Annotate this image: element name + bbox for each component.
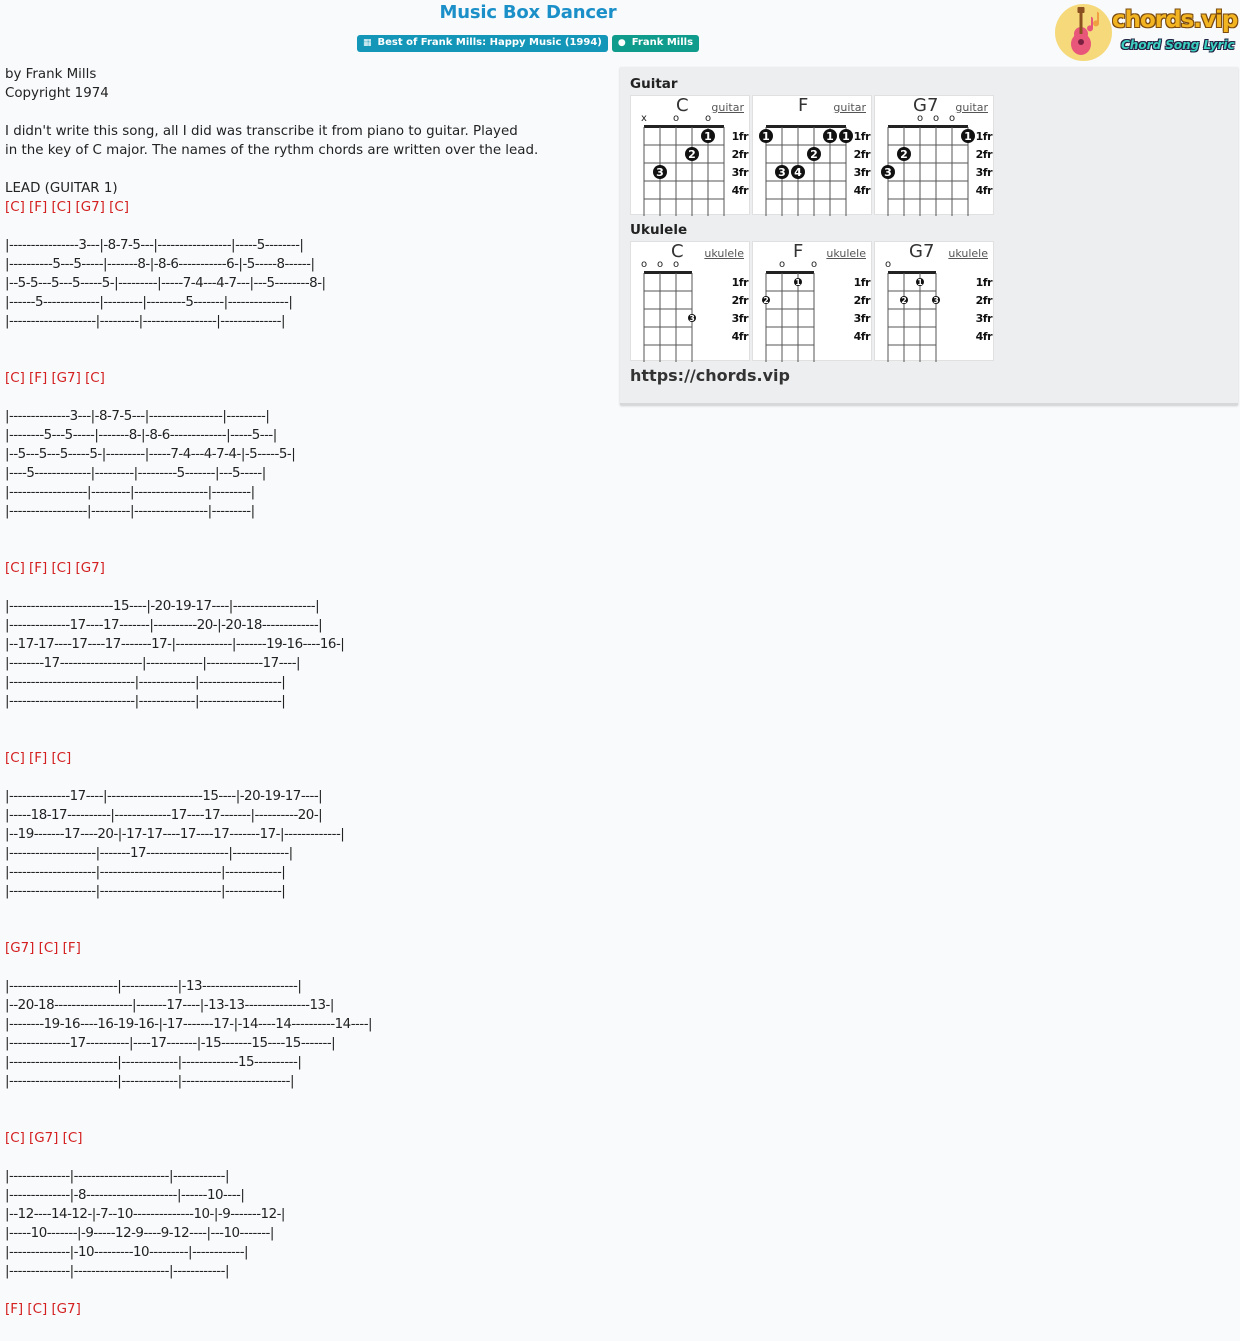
song-title: Music Box Dancer	[439, 2, 617, 23]
fret-label: 3fr	[853, 312, 870, 325]
badge-row	[0, 35, 1056, 52]
text-line	[5, 920, 615, 939]
tab-line: |--------------17----|----------------------15----|-20-19-17----|	[5, 789, 323, 804]
chord-instrument-link[interactable]: ukulele	[948, 247, 988, 260]
text-line	[5, 331, 615, 350]
finger-number: 3	[933, 296, 939, 305]
tab-line: |------------------------15----|-20-19-17----|-------------------|	[5, 599, 320, 614]
chord-name: C	[671, 241, 684, 262]
chord-diagram	[631, 96, 751, 216]
tab-line: |--12----14-12-|-7--10--------------10-|-9-------12-|	[5, 1207, 285, 1222]
fret-label: 1fr	[975, 276, 992, 289]
book-icon: ▦	[362, 38, 372, 48]
guitar-chord-card[interactable]	[752, 95, 872, 215]
artist-badge-label: Frank Mills	[631, 37, 694, 48]
text-line	[5, 1110, 615, 1129]
chord-diagram	[753, 242, 873, 362]
logo-text: chords.vip	[1112, 7, 1238, 33]
fret-label: 1fr	[853, 276, 870, 289]
ukulele-chord-card[interactable]	[752, 241, 872, 361]
open-string-marker: o	[672, 259, 680, 270]
chord-instrument-link[interactable]: ukulele	[826, 247, 866, 260]
chord-name: F	[793, 241, 804, 262]
chord-name: G7	[909, 241, 935, 262]
tab-line: |--17-17----17----17-------17-|-------------|-------19-16----16-|	[5, 637, 345, 652]
text-line	[5, 217, 615, 236]
chord-line[interactable]: [C] [F] [C] [G7] [C]	[5, 200, 129, 215]
artist-badge[interactable]	[612, 35, 699, 52]
tab-line: |--------------|-8---------------------|------10----|	[5, 1188, 245, 1203]
finger-number: 1	[704, 130, 712, 143]
chord-instrument-link[interactable]: ukulele	[704, 247, 744, 260]
tab-line: |--------------|-10---------10---------|------------|	[5, 1245, 249, 1260]
text-line	[5, 958, 615, 977]
text-line	[5, 1148, 615, 1167]
tab-line: |-----------------------------|-------------|-------------------|	[5, 694, 286, 709]
tab-line: |-----------------------------|-------------|-------------------|	[5, 675, 286, 690]
finger-number: 1	[795, 278, 801, 287]
chord-line[interactable]: [C] [F] [G7] [C]	[5, 371, 105, 386]
text-line: Copyright 1974	[5, 86, 109, 101]
fret-label: 3fr	[975, 312, 992, 325]
fret-label: 2fr	[975, 148, 992, 161]
finger-number: 2	[810, 148, 818, 161]
fret-label: 2fr	[731, 294, 748, 307]
finger-number: 2	[688, 148, 696, 161]
tab-line: |--------------------|---------|-----------------|--------------|	[5, 314, 285, 329]
guitar-section-label: Guitar	[630, 76, 678, 92]
tab-line: |--------19-16----16-19-16-|-17-------17-|-14----14----------14----|	[5, 1017, 373, 1032]
muted-string-marker: x	[641, 113, 647, 124]
tab-line: |--------5---5-----|-------8-|-8-6-------------|-----5---|	[5, 428, 277, 443]
finger-number: 3	[778, 166, 786, 179]
tab-line: |----------------3---|-8-7-5---|-----------------|-----5--------|	[5, 238, 304, 253]
nut	[888, 271, 936, 274]
fret-label: 3fr	[731, 312, 748, 325]
text-line	[5, 901, 615, 920]
text-line	[5, 730, 615, 749]
text-line	[5, 1091, 615, 1110]
text-line	[5, 1281, 615, 1300]
open-string-marker: o	[916, 113, 924, 124]
tab-line: |------------------|---------|-----------------|---------|	[5, 485, 255, 500]
fret-label: 4fr	[731, 330, 748, 343]
finger-number: 1	[917, 278, 923, 287]
tab-line: |--------------------|----------------------------|-------------|	[5, 884, 286, 899]
chord-name: C	[676, 95, 689, 116]
text-line: by Frank Mills	[5, 67, 97, 82]
guitar-chord-card[interactable]	[874, 95, 994, 215]
text-line: in the key of C major. The names of the rythm chords are written over the lead.	[5, 143, 539, 158]
chord-instrument-link[interactable]: guitar	[711, 101, 744, 114]
text-line	[5, 578, 615, 597]
chord-instrument-link[interactable]: guitar	[833, 101, 866, 114]
tab-line: |--------------------|-------17-------------------|-------------|	[5, 846, 293, 861]
open-string-marker: o	[656, 259, 664, 270]
nut	[644, 271, 692, 274]
open-string-marker: o	[948, 113, 956, 124]
tab-line: |--------------3---|-8-7-5---|-----------------|---------|	[5, 409, 270, 424]
open-string-marker: o	[884, 259, 892, 270]
album-badge-label: Best of Frank Mills: Happy Music (1994)	[377, 37, 602, 48]
chord-line[interactable]: [C] [G7] [C]	[5, 1131, 83, 1146]
fret-label: 2fr	[853, 294, 870, 307]
nut	[766, 125, 846, 128]
tab-line: |----------5---5-----|-------8-|-8-6-----------6-|-5-----8------|	[5, 257, 315, 272]
fret-label: 1fr	[731, 276, 748, 289]
tab-line: |-------------------------|-------------|-13----------------------|	[5, 979, 302, 994]
chord-line[interactable]: [F] [C] [G7]	[5, 1302, 81, 1317]
open-string-marker: o	[704, 113, 712, 124]
ukulele-section-label: Ukulele	[630, 222, 688, 238]
fret-label: 2fr	[731, 148, 748, 161]
text-line	[5, 388, 615, 407]
finger-number: 1	[826, 130, 834, 143]
chord-name: G7	[913, 95, 939, 116]
finger-number: 4	[794, 166, 802, 179]
finger-number: 3	[689, 314, 695, 323]
open-string-marker: o	[810, 259, 818, 270]
finger-number: 1	[964, 130, 972, 143]
tab-line: |--------------17----17-------|----------20-|-20-18-------------|	[5, 618, 323, 633]
guitar-icon	[1055, 4, 1112, 61]
chord-panel	[620, 67, 1238, 405]
chord-line[interactable]: [C] [F] [C]	[5, 751, 72, 766]
fret-label: 4fr	[853, 330, 870, 343]
tab-line: |--------------------|----------------------------|-------------|	[5, 865, 286, 880]
text-line	[5, 711, 615, 730]
chord-diagram	[631, 242, 751, 362]
tab-line: |--5-5---5---5-----5-|---------|-----7-4---4-7---|---5--------8-|	[5, 276, 326, 291]
text-line	[5, 160, 615, 179]
fret-label: 4fr	[853, 184, 870, 197]
ukulele-chord-card[interactable]	[874, 241, 994, 361]
site-logo[interactable]	[1054, 3, 1240, 63]
user-icon: ●	[617, 38, 626, 48]
finger-number: 2	[900, 148, 908, 161]
nut	[766, 271, 814, 274]
text-line	[5, 768, 615, 787]
tab-line: |--------------|----------------------|------------|	[5, 1264, 229, 1279]
logo-emblem	[1055, 4, 1112, 61]
guitar-chord-card[interactable]	[630, 95, 750, 215]
fret-label: 4fr	[975, 330, 992, 343]
open-string-marker: o	[640, 259, 648, 270]
finger-number: 3	[656, 166, 664, 179]
chord-name: F	[798, 95, 809, 116]
fret-label: 3fr	[731, 166, 748, 179]
song-content	[5, 65, 615, 1319]
nut	[644, 125, 724, 128]
tab-line: |-----10-------|-9-----12-9----9-12----|---10-------|	[5, 1226, 274, 1241]
album-badge[interactable]	[357, 35, 608, 52]
fret-label: 4fr	[731, 184, 748, 197]
tab-line: |--------------|----------------------|------------|	[5, 1169, 229, 1184]
fret-label: 1fr	[731, 130, 748, 143]
logo-subtext: Chord Song Lyric	[1121, 38, 1235, 52]
tab-line: |-------------------------|-------------|-------------15----------|	[5, 1055, 302, 1070]
finger-number: 2	[901, 296, 907, 305]
finger-number: 2	[763, 296, 769, 305]
tab-line: |--20-18------------------|-------17----|-13-13---------------13-|	[5, 998, 334, 1013]
chord-diagram	[875, 242, 995, 362]
open-string-marker: o	[778, 259, 786, 270]
tab-line: |--19-------17----20-|-17-17----17----17-------17-|-------------|	[5, 827, 345, 842]
fret-label: 2fr	[853, 148, 870, 161]
text-line	[5, 350, 615, 369]
open-string-marker: o	[672, 113, 680, 124]
chord-line[interactable]: [G7] [C] [F]	[5, 941, 81, 956]
open-string-marker: o	[932, 113, 940, 124]
fret-label: 1fr	[853, 130, 870, 143]
tab-line: |-------------------------|-------------|-------------------------|	[5, 1074, 294, 1089]
tab-line: |------------------|---------|-----------------|---------|	[5, 504, 255, 519]
finger-number: 3	[884, 166, 892, 179]
nut	[888, 125, 968, 128]
fret-label: 4fr	[975, 184, 992, 197]
text-line	[5, 540, 615, 559]
fret-label: 1fr	[975, 130, 992, 143]
tab-line: |-----18-17----------|-------------17----17-------|----------20-|	[5, 808, 323, 823]
finger-number: 1	[842, 130, 850, 143]
tab-line: |----5-------------|---------|---------5-------|---5-----|	[5, 466, 266, 481]
tab-line: |------5-------------|---------|---------5-------|--------------|	[5, 295, 293, 310]
tab-line: |--------17-------------------|-------------|-------------17----|	[5, 656, 301, 671]
fret-label: 3fr	[853, 166, 870, 179]
text-line	[5, 521, 615, 540]
text-line: LEAD (GUITAR 1)	[5, 181, 118, 196]
finger-number: 1	[762, 130, 770, 143]
chord-line[interactable]: [C] [F] [C] [G7]	[5, 561, 105, 576]
chord-diagram	[753, 96, 873, 216]
ukulele-chord-card[interactable]	[630, 241, 750, 361]
text-line	[5, 103, 615, 122]
chord-instrument-link[interactable]: guitar	[955, 101, 988, 114]
tab-line: |--------------17----------|----17-------|-15-------15----15-------|	[5, 1036, 336, 1051]
tab-line: |--5---5---5-----5-|---------|-----7-4---4-7-4-|-5-----5-|	[5, 447, 296, 462]
text-line: I didn't write this song, all I did was transcribe it from piano to guitar. Played	[5, 124, 518, 139]
fret-label: 3fr	[975, 166, 992, 179]
site-url[interactable]: https://chords.vip	[630, 366, 790, 385]
fret-label: 2fr	[975, 294, 992, 307]
